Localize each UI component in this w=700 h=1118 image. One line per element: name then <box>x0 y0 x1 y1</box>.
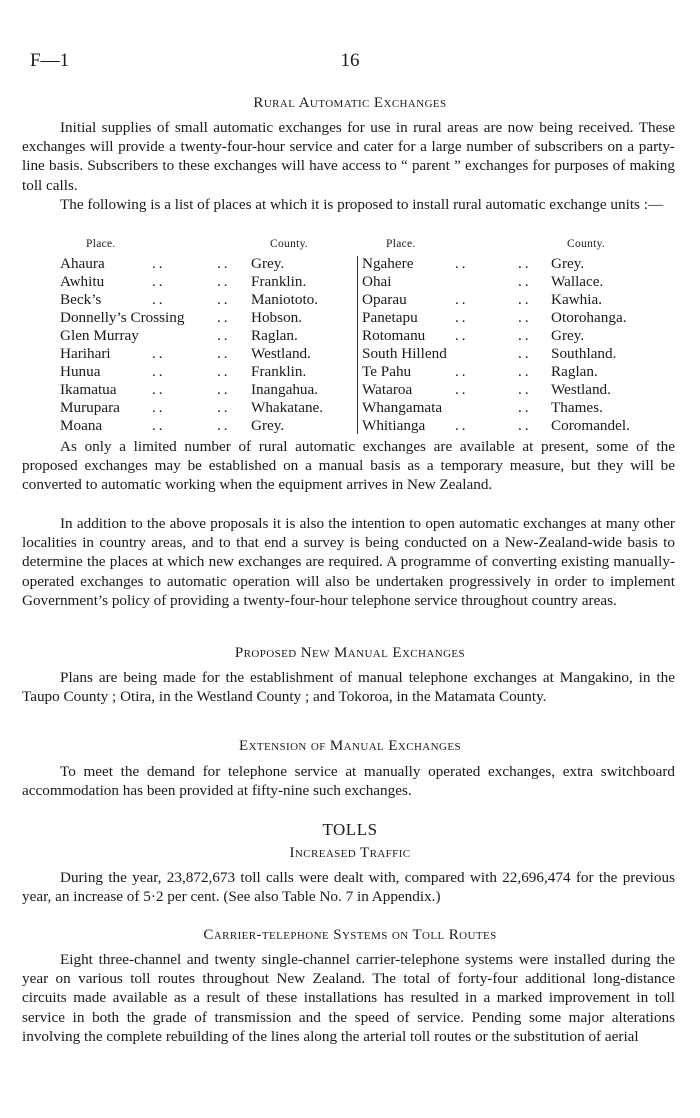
paragraph-rural-intro: Initial supplies of small automatic exchanges for use in rural areas are now being received. These exchanges will provide a twenty-four-hour service and cater for a large number of subscribers on a party-line basis. Subscribers to these exchanges will have access to “ parent ” exchanges for purposes of making toll calls. <box>22 119 675 194</box>
leader-dots: .. <box>518 273 532 290</box>
section-heading-proposed: Proposed New Manual Exchanges <box>234 645 466 661</box>
paragraph-proposed: Plans are being made for the establishment of manual telephone exchanges at Mangakino, in the Taupo County ; Otira, in the Westland County ; and Tokoroa, in the Matamata County. <box>22 669 675 706</box>
leader-dots: .. <box>455 381 469 398</box>
place-left: Awhitu <box>60 273 105 290</box>
subheading-increased-traffic: Increased Traffic <box>289 845 411 861</box>
column-header-county-right: County. <box>567 238 606 250</box>
leader-dots: .. <box>518 417 532 434</box>
leader-dots: .. <box>152 273 166 290</box>
place-left: Glen Murray <box>60 327 139 344</box>
leader-dots: .. <box>518 399 532 416</box>
leader-dots: .. <box>152 291 166 308</box>
place-left: Ahaura <box>60 255 105 272</box>
county-left: Raglan. <box>251 327 298 344</box>
place-left: Hunua <box>60 363 101 380</box>
section-heading-rural: Rural Automatic Exchanges <box>253 95 447 111</box>
county-left: Grey. <box>251 255 285 272</box>
place-right: Te Pahu <box>362 363 412 380</box>
county-right: Coromandel. <box>551 417 630 434</box>
leader-dots: .. <box>152 417 166 434</box>
leader-dots: .. <box>152 363 166 380</box>
leader-dots: .. <box>152 345 166 362</box>
county-right: Southland. <box>551 345 617 362</box>
leader-dots: .. <box>518 309 532 326</box>
leader-dots: .. <box>152 255 166 272</box>
leader-dots: .. <box>518 345 532 362</box>
table-row <box>0 255 700 274</box>
place-left: Harihari <box>60 345 111 362</box>
leader-dots: .. <box>217 417 231 434</box>
leader-dots: .. <box>217 309 231 326</box>
leader-dots: .. <box>217 255 231 272</box>
county-right: Wallace. <box>551 273 604 290</box>
column-header-place-right: Place. <box>386 238 416 250</box>
county-left: Grey. <box>251 417 285 434</box>
place-right: Rotomanu <box>362 327 426 344</box>
county-left: Westland. <box>251 345 311 362</box>
place-right: Panetapu <box>362 309 418 326</box>
leader-dots: .. <box>455 291 469 308</box>
column-header-place-left: Place. <box>86 238 116 250</box>
leader-dots: .. <box>217 381 231 398</box>
county-left: Franklin. <box>251 363 307 380</box>
leader-dots: .. <box>152 381 166 398</box>
table-row <box>0 273 700 292</box>
county-left: Inangahua. <box>251 381 319 398</box>
paragraph-tolls: During the year, 23,872,673 toll calls were dealt with, compared with 22,696,474 for the previous year, an increase of 5·2 per cent. (See also Table No. 7 in Appendix.) <box>22 869 675 906</box>
table-row <box>0 381 700 400</box>
county-left: Maniototo. <box>251 291 319 308</box>
leader-dots: .. <box>455 417 469 434</box>
county-right: Raglan. <box>551 363 598 380</box>
place-left: Beck’s <box>60 291 102 308</box>
table-row <box>0 399 700 418</box>
place-right: South Hillend <box>362 345 447 362</box>
table-row <box>0 291 700 310</box>
table-row <box>0 363 700 382</box>
leader-dots: .. <box>217 345 231 362</box>
leader-dots: .. <box>518 291 532 308</box>
leader-dots: .. <box>152 399 166 416</box>
leader-dots: .. <box>455 309 469 326</box>
paragraph-extension: To meet the demand for telephone service at manually operated exchanges, extra switchboard accommodation has been provided at fifty-nine such exchanges. <box>22 763 675 800</box>
section-heading-extension: Extension of Manual Exchanges <box>239 738 461 754</box>
leader-dots: .. <box>455 363 469 380</box>
section-heading-carrier: Carrier-telephone Systems on Toll Routes <box>203 927 497 943</box>
county-right: Kawhia. <box>551 291 603 308</box>
county-left: Hobson. <box>251 309 303 326</box>
paragraph-rural-programme: In addition to the above proposals it is also the intention to open automatic exchanges at many other localities in country areas, and to that end a survey is being conducted on a New-Zealand-wide basis to determine the places at which new exchanges are required. A programme of converting existing manually-operated exchanges to automatic operation will also be undertaken progressively in order to implement Government’s policy of providing a twenty-four-hour telephone service throughout country areas. <box>22 515 675 609</box>
page-code: F—1 <box>30 50 70 71</box>
place-left: Donnelly’s Crossing <box>60 309 185 326</box>
leader-dots: .. <box>217 363 231 380</box>
county-right: Otorohanga. <box>551 309 627 326</box>
leader-dots: .. <box>518 363 532 380</box>
section-heading-tolls: TOLLS <box>322 820 378 839</box>
place-right: Ohai <box>362 273 392 290</box>
paragraph-rural-list-intro: The following is a list of places at which it is proposed to install rural automatic exchange units :— <box>60 196 664 213</box>
place-left: Moana <box>60 417 103 434</box>
county-right: Thames. <box>551 399 603 416</box>
paragraph-rural-temporary: As only a limited number of rural automatic exchanges are available at present, some of the proposed exchanges may be established on a manual basis as a temporary measure, but they will be converted to automatic working when the equipment arrives in New Zealand. <box>22 438 675 494</box>
leader-dots: .. <box>518 381 532 398</box>
leader-dots: .. <box>455 327 469 344</box>
column-header-county-left: County. <box>270 238 309 250</box>
table-row <box>0 417 700 436</box>
leader-dots: .. <box>518 255 532 272</box>
county-right: Grey. <box>551 327 585 344</box>
place-right: Ngahere <box>362 255 414 272</box>
place-right: Whitianga <box>362 417 426 434</box>
county-right: Westland. <box>551 381 611 398</box>
county-left: Whakatane. <box>251 399 324 416</box>
leader-dots: .. <box>217 399 231 416</box>
place-right: Oparau <box>362 291 407 308</box>
leader-dots: .. <box>217 273 231 290</box>
page-number: 16 <box>340 50 360 71</box>
county-right: Grey. <box>551 255 585 272</box>
leader-dots: .. <box>518 327 532 344</box>
table-row <box>0 309 700 328</box>
paragraph-carrier: Eight three-channel and twenty single-channel carrier-telephone systems were installed during the year on various toll routes throughout New Zealand. The total of forty-four additional long-distance circuits made available as a result of these installations has resulted in a marked improvement in toll service in both the grade of transmission and the speed of service. Pending some major alterations involving the complete rebuilding of the lines along the arterial toll routes or the substitution of aerial <box>22 951 675 1045</box>
leader-dots: .. <box>455 255 469 272</box>
place-right: Wataroa <box>362 381 413 398</box>
leader-dots: .. <box>217 327 231 344</box>
place-left: Murupara <box>60 399 120 416</box>
place-right: Whangamata <box>362 399 443 416</box>
county-left: Franklin. <box>251 273 307 290</box>
table-row <box>0 327 700 346</box>
place-left: Ikamatua <box>60 381 117 398</box>
table-row <box>0 345 700 364</box>
leader-dots: .. <box>217 291 231 308</box>
